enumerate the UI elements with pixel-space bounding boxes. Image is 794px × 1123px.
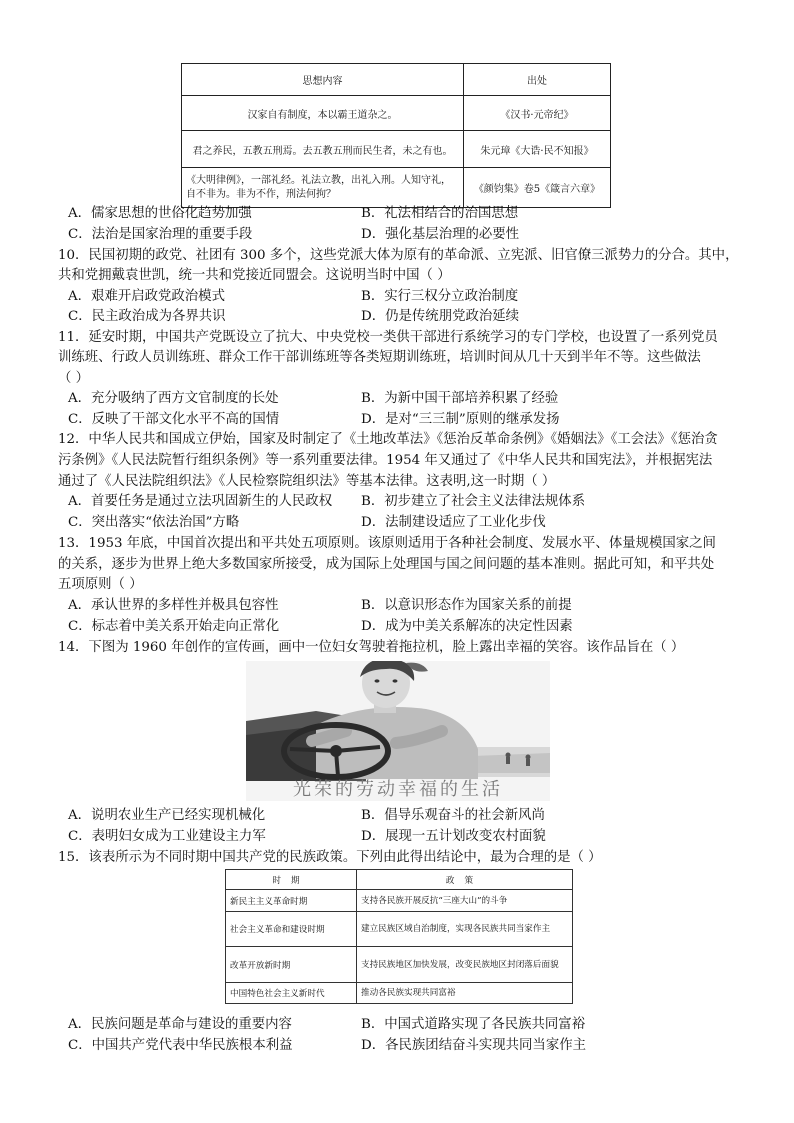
- table-cell: 推动各民族实现共同富裕: [357, 983, 573, 1004]
- table-cell: 支持各民族开展反抗“三座大山”的斗争: [357, 890, 573, 912]
- q9-option-c[interactable]: C．法治是国家治理的重要手段: [68, 227, 253, 242]
- q10-option-a[interactable]: A．艰难开启政党政治模式: [68, 289, 225, 304]
- table-cell: 《颜钧集》卷5《箴言六章》: [464, 168, 611, 208]
- table-header-period: 时期: [226, 870, 357, 890]
- q11-option-b[interactable]: B．为新中国干部培养积累了经验: [361, 391, 559, 406]
- thought-source-table: [181, 63, 611, 208]
- q12-option-b[interactable]: B．初步建立了社会主义法律法规体系: [361, 494, 586, 509]
- table-cell: 汉家自有制度，本以霸王道杂之。: [182, 96, 464, 131]
- q11-option-a[interactable]: A．充分吸纳了西方文官制度的长处: [68, 391, 279, 406]
- q10-stem-line2: 共和党拥戴袁世凯，统一共和党接近同盟会。这说明当时中国（ ）: [58, 268, 451, 283]
- table-cell: 社会主义革命和建设时期: [226, 912, 357, 947]
- q13-option-c[interactable]: C．标志着中美关系开始走向正常化: [68, 619, 280, 634]
- q12-stem-line3: 通过了《人民法院组织法》《人民检察院组织法》等基本法律。这表明,这一时期（ ）: [58, 474, 556, 489]
- table-cell: 朱元璋《大诰·民不知报》: [464, 131, 611, 168]
- table-header-policy: 政策: [357, 870, 573, 890]
- table-cell: 中国特色社会主义新时代: [226, 983, 357, 1004]
- table-cell: 《汉书·元帝纪》: [464, 96, 611, 131]
- q14-option-a[interactable]: A．说明农业生产已经实现机械化: [68, 808, 266, 823]
- q10-option-b[interactable]: B．实行三权分立政治制度: [361, 289, 519, 304]
- q13-option-d[interactable]: D．成为中美关系解冻的决定性因素: [361, 619, 573, 634]
- q14-option-c[interactable]: C．表明妇女成为工业建设主力军: [68, 829, 266, 844]
- q15-option-c[interactable]: C．中国共产党代表中华民族根本利益: [68, 1038, 293, 1053]
- q13-stem-line3: 五项原则（ ）: [58, 577, 143, 592]
- table-cell: 《大明律例》，一部礼经。礼法立教，出礼入刑。人知守礼，自不非为。非为不作，刑法何拘？: [182, 168, 464, 208]
- q14-stem-line1: 14．下图为 1960 年创作的宣传画，画中一位妇女驾驶着拖拉机，脸上露出幸福的笑容。该作品旨在（ ）: [58, 640, 685, 655]
- table-header-source: 出处: [464, 64, 611, 96]
- q9-option-a[interactable]: A．儒家思想的世俗化趋势加强: [68, 206, 252, 221]
- q12-option-a[interactable]: A．首要任务是通过立法巩固新生的人民政权: [68, 494, 333, 509]
- q11-option-d[interactable]: D．是对“三三制”原则的继承发扬: [361, 412, 560, 427]
- table-cell: 新民主主义革命时期: [226, 890, 357, 912]
- q11-stem-line3: （ ）: [58, 371, 90, 386]
- poster-caption: 光荣的劳动幸福的生活: [293, 779, 503, 800]
- table-cell: 支持民族地区加快发展，改变民族地区封闭落后面貌: [357, 947, 573, 983]
- q9-option-d[interactable]: D．强化基层治理的必要性: [361, 227, 520, 242]
- table-cell: 建立民族区域自治制度，实现各民族共同当家作主: [357, 912, 573, 947]
- q13-option-a[interactable]: A．承认世界的多样性并极具包容性: [68, 598, 279, 613]
- q12-option-d[interactable]: D．法制建设适应了工业化步伐: [361, 515, 546, 530]
- q12-stem-line2: 污条例》《人民法院暂行组织条例》等一系列重要法律。1954 年又通过了《中华人民共和国宪法》，并根据宪法: [58, 453, 713, 468]
- q15-option-a[interactable]: A．民族问题是革命与建设的重要内容: [68, 1017, 292, 1032]
- q14-option-b[interactable]: B．倡导乐观奋斗的社会新风尚: [361, 808, 545, 823]
- q10-stem-line1: 10．民国初期的政党、社团有 300 多个，这些党派大体为原有的革命派、立宪派、旧官僚三派势力的分合。其中，: [58, 248, 739, 263]
- q10-option-c[interactable]: C．民主政治成为各界共识: [68, 309, 226, 324]
- q15-option-d[interactable]: D．各民族团结奋斗实现共同当家作主: [361, 1038, 586, 1053]
- ethnic-policy-table: [225, 869, 573, 1004]
- table-header-content: 思想内容: [182, 64, 464, 96]
- q12-stem-line1: 12．中华人民共和国成立伊始，国家及时制定了《土地改革法》《惩治反革命条例》《婚姻法》《工会法》《惩治贪: [58, 432, 718, 447]
- propaganda-poster-image: [246, 661, 550, 801]
- q13-stem-line2: 的关系，逐步为世界上绝大多数国家所接受，成为国际上处理国与国之间问题的基本准则。据此可知，和平共处: [58, 557, 715, 572]
- q15-stem-line1: 15．该表所示为不同时期中国共产党的民族政策。下列由此得出结论中，最为合理的是（ ）: [58, 850, 602, 865]
- q11-stem-line1: 11．延安时期，中国共产党既设立了抗大、中央党校一类供干部进行系统学习的专门学校，也设置了一系列党员: [58, 330, 718, 345]
- q14-option-d[interactable]: D．展现一五计划改变农村面貌: [361, 829, 546, 844]
- q13-stem-line1: 13．1953 年底，中国首次提出和平共处五项原则。该原则适用于各种社会制度、发展水平、体量规模国家之间: [58, 536, 716, 551]
- table-cell: 改革开放新时期: [226, 947, 357, 983]
- q15-option-b[interactable]: B．中国式道路实现了各民族共同富裕: [361, 1017, 586, 1032]
- q10-option-d[interactable]: D．仍是传统朋党政治延续: [361, 309, 520, 324]
- q13-option-b[interactable]: B．以意识形态作为国家关系的前提: [361, 598, 572, 613]
- q11-option-c[interactable]: C．反映了干部文化水平不高的国情: [68, 412, 280, 427]
- q12-option-c[interactable]: C．突出落实“依法治国”方略: [68, 515, 240, 530]
- q9-option-b[interactable]: B．礼法相结合的治国思想: [361, 206, 519, 221]
- q11-stem-line2: 训练班、行政人员训练班、群众工作干部训练班等各类短期训练班，培训时间从几十天到半年不等。这些做法: [58, 350, 701, 365]
- table-cell: 君之养民，五教五刑焉。去五教五刑而民生者，未之有也。: [182, 131, 464, 168]
